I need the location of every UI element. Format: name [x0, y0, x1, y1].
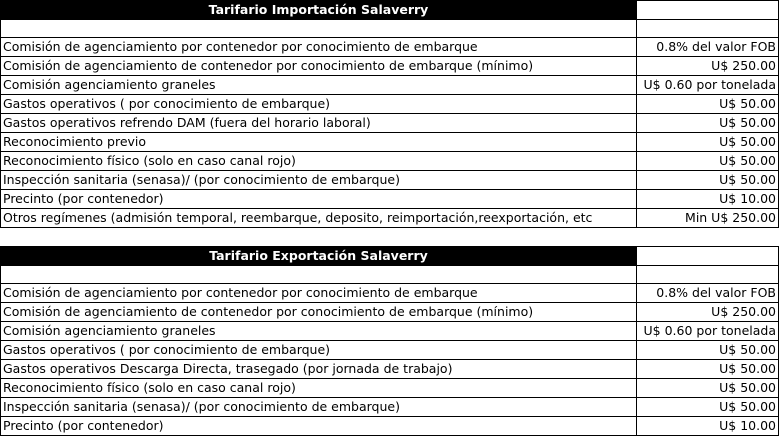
export-tariff-table [0, 246, 779, 436]
rate-cell[interactable]: 0.8% del valor FOB [637, 284, 779, 303]
table-row [1, 171, 779, 190]
concept-cell[interactable]: Otros regímenes (admisión temporal, reembarque, deposito, reimportación,reexportación, etc [1, 209, 637, 228]
concept-cell[interactable]: Comisión de agenciamiento de contenedor por conocimiento de embarque (mínimo) [1, 57, 637, 76]
table-row [1, 114, 779, 133]
table-row [1, 284, 779, 303]
import-blank-row [1, 20, 779, 38]
table-row [1, 133, 779, 152]
rate-cell[interactable]: U$ 50.00 [637, 133, 779, 152]
table-row [1, 76, 779, 95]
rate-cell[interactable]: U$ 50.00 [637, 360, 779, 379]
concept-cell[interactable]: Gastos operativos refrendo DAM (fuera del horario laboral) [1, 114, 637, 133]
export-title[interactable]: Tarifario Exportación Salaverry [1, 247, 637, 266]
rate-cell[interactable]: U$ 50.00 [637, 152, 779, 171]
concept-cell[interactable]: Inspección sanitaria (senasa)/ (por conocimiento de embarque) [1, 398, 637, 417]
table-row [1, 190, 779, 209]
rate-cell[interactable]: 0.8% del valor FOB [637, 38, 779, 57]
concept-cell[interactable]: Reconocimiento previo [1, 133, 637, 152]
import-header-empty-cell[interactable] [637, 1, 779, 20]
table-row [1, 57, 779, 76]
export-blank-row [1, 266, 779, 284]
concept-cell[interactable]: Gastos operativos ( por conocimiento de embarque) [1, 95, 637, 114]
concept-cell[interactable]: Reconocimiento físico (solo en caso canal rojo) [1, 379, 637, 398]
import-title[interactable]: Tarifario Importación Salaverry [1, 1, 637, 20]
concept-cell[interactable]: Reconocimiento físico (solo en caso canal rojo) [1, 152, 637, 171]
concept-cell[interactable]: Comisión de agenciamiento por contenedor por conocimiento de embarque [1, 284, 637, 303]
rate-cell[interactable]: U$ 10.00 [637, 417, 779, 436]
blank-cell[interactable] [1, 266, 637, 284]
concept-cell[interactable]: Precinto (por contenedor) [1, 417, 637, 436]
rate-cell[interactable]: U$ 0.60 por tonelada [637, 322, 779, 341]
rate-cell[interactable]: U$ 10.00 [637, 190, 779, 209]
blank-cell[interactable] [637, 266, 779, 284]
table-row [1, 417, 779, 436]
rate-cell[interactable]: U$ 50.00 [637, 114, 779, 133]
table-row [1, 209, 779, 228]
rate-cell[interactable]: U$ 250.00 [637, 57, 779, 76]
table-row [1, 152, 779, 171]
export-header-empty-cell[interactable] [637, 247, 779, 266]
concept-cell[interactable]: Comisión de agenciamiento de contenedor por conocimiento de embarque (mínimo) [1, 303, 637, 322]
rate-cell[interactable]: U$ 50.00 [637, 341, 779, 360]
rate-cell[interactable]: U$ 250.00 [637, 303, 779, 322]
table-row [1, 322, 779, 341]
rate-cell[interactable]: Min U$ 250.00 [637, 209, 779, 228]
table-row [1, 38, 779, 57]
rate-cell[interactable]: U$ 50.00 [637, 398, 779, 417]
rate-cell[interactable]: U$ 50.00 [637, 95, 779, 114]
concept-cell[interactable]: Comisión de agenciamiento por contenedor por conocimiento de embarque [1, 38, 637, 57]
table-row [1, 379, 779, 398]
concept-cell[interactable]: Gastos operativos ( por conocimiento de embarque) [1, 341, 637, 360]
export-header-row [1, 247, 779, 266]
concept-cell[interactable]: Comisión agenciamiento graneles [1, 76, 637, 95]
blank-cell[interactable] [1, 20, 637, 38]
table-row [1, 303, 779, 322]
rate-cell[interactable]: U$ 50.00 [637, 171, 779, 190]
table-row [1, 95, 779, 114]
import-header-row [1, 1, 779, 20]
blank-cell[interactable] [637, 20, 779, 38]
concept-cell[interactable]: Precinto (por contenedor) [1, 190, 637, 209]
concept-cell[interactable]: Inspección sanitaria (senasa)/ (por conocimiento de embarque) [1, 171, 637, 190]
concept-cell[interactable]: Gastos operativos Descarga Directa, trasegado (por jornada de trabajo) [1, 360, 637, 379]
concept-cell[interactable]: Comisión agenciamiento graneles [1, 322, 637, 341]
table-row [1, 360, 779, 379]
rate-cell[interactable]: U$ 0.60 por tonelada [637, 76, 779, 95]
table-row [1, 398, 779, 417]
table-row [1, 341, 779, 360]
rate-cell[interactable]: U$ 50.00 [637, 379, 779, 398]
